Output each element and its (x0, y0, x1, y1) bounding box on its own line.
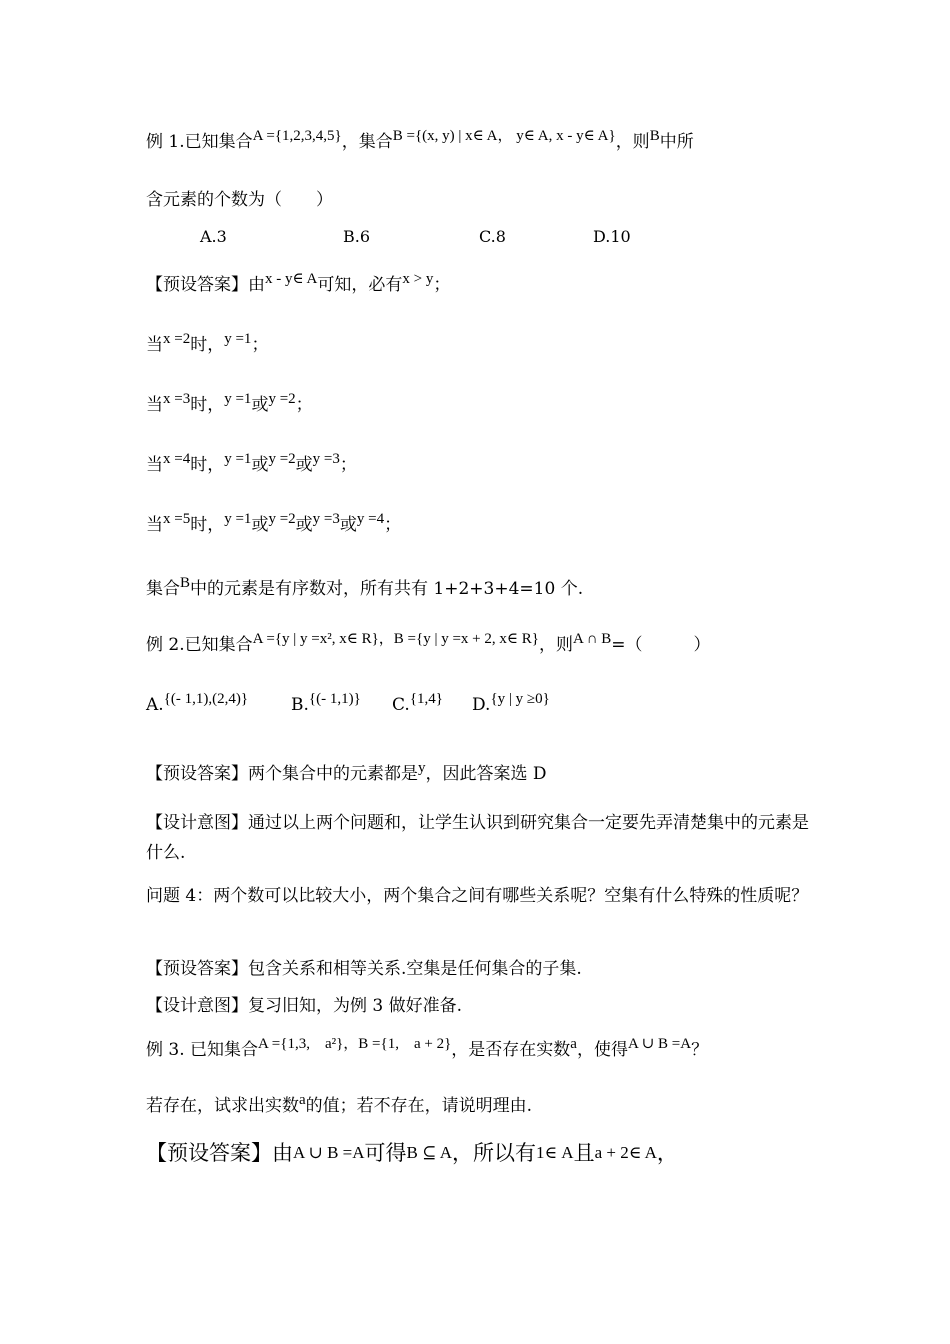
math: y =1 (224, 391, 252, 407)
design-intent-1: 【设计意图】通过以上两个问题和，让学生认识到研究集合一定要先弄清楚集中的元素是什么. (146, 813, 809, 863)
text: ？ (691, 1040, 709, 1060)
text: 【预设答案】由 (146, 275, 265, 295)
math: x - y∈ A (265, 271, 318, 287)
math: x > y (402, 271, 434, 287)
example-1-line-1 (146, 128, 694, 154)
math: y =2 (268, 391, 296, 407)
text: ，是否存在实数 (451, 1040, 571, 1060)
text: ， (656, 1141, 678, 1165)
text: ，集合 (341, 132, 393, 152)
text: 时， (190, 395, 225, 415)
text: B. (291, 695, 309, 715)
math: B ⊆ A (406, 1143, 452, 1162)
text: 中的元素是有序数对，所有共有 1+2+3+4=10 个. (190, 579, 584, 599)
case-x-4 (146, 451, 357, 477)
case-x-5 (146, 511, 402, 537)
text: 例 1.已知集合 (146, 132, 253, 152)
text: 当 (146, 515, 163, 535)
text: 时， (190, 335, 225, 355)
text: ，因此答案选 D (425, 764, 547, 784)
text: ，使得 (576, 1040, 628, 1060)
example-1-option-d: D.10 (593, 227, 631, 246)
text: 当 (146, 395, 163, 415)
math: A ={1,3, a²}，B ={1, a + 2} (258, 1036, 452, 1052)
math: x =2 (163, 331, 191, 347)
math: y =2 (268, 511, 296, 527)
text: 或 (251, 515, 269, 535)
example-2-option-d (472, 691, 550, 717)
math: A ∪ B =A (293, 1143, 365, 1162)
text: ； (384, 515, 402, 535)
case-x-3 (146, 391, 313, 417)
text: D. (472, 695, 491, 715)
math-set-b: B ={(x, y) | x∈ A， y∈ A, x - y∈ A} (392, 128, 616, 144)
math: {(- 1,1)} (308, 691, 361, 707)
text: 集合 (146, 579, 180, 599)
example-3-line-2 (146, 1092, 533, 1118)
math: A ={y | y =x², x∈ R}，B ={y | y =x + 2, x∈ R} (252, 631, 539, 647)
example-1-line-2: 含元素的个数为（ ） (146, 190, 333, 210)
example-2-option-c (392, 691, 443, 717)
text: 可得 (364, 1141, 407, 1165)
text: 或 (339, 515, 357, 535)
example-2-option-a (146, 691, 249, 717)
text: 【预设答案】由 (146, 1141, 293, 1165)
text: 例 3. 已知集合 (146, 1040, 259, 1060)
math: a + 2∈ A (594, 1143, 657, 1162)
text: 当 (146, 455, 163, 475)
text: 可知，必有 (317, 275, 403, 295)
math: y =2 (268, 451, 296, 467)
text: ； (339, 455, 357, 475)
math: y =1 (224, 511, 252, 527)
math: x =5 (163, 511, 191, 527)
example-1-option-b: B.6 (343, 227, 371, 246)
text: 且 (573, 1141, 595, 1165)
text: 当 (146, 335, 163, 355)
text: ，则 (538, 635, 573, 655)
text: A. (146, 695, 164, 715)
math: {y | y ≥0} (490, 691, 550, 707)
text: ，则 (615, 132, 650, 152)
math: y =1 (224, 451, 252, 467)
text: 例 2.已知集合 (146, 635, 253, 655)
text: 时， (190, 515, 225, 535)
text: 或 (295, 455, 313, 475)
text: 【预设答案】两个集合中的元素都是 (146, 764, 418, 784)
text: ； (251, 335, 269, 355)
math: A ∩ B (572, 631, 612, 647)
math: A ∪ B =A (627, 1036, 692, 1052)
math: {1,4} (409, 691, 443, 707)
text: 若存在，试求出实数 (146, 1096, 299, 1116)
text: =（ ） (611, 635, 711, 655)
design-intent-2: 【设计意图】复习旧知，为例 3 做好准备. (146, 996, 463, 1016)
math: y (418, 760, 426, 776)
math: y =1 (224, 331, 252, 347)
math: x =4 (163, 451, 191, 467)
answer-2 (146, 760, 547, 786)
text: ； (433, 275, 451, 295)
example-2-line-1 (146, 631, 711, 657)
math: B (180, 575, 191, 591)
text: 的值；若不存在，请说明理由. (305, 1096, 533, 1116)
math: y =4 (356, 511, 385, 527)
case-x-2 (146, 331, 269, 357)
math: a (299, 1092, 306, 1108)
text: 中所 (659, 132, 694, 152)
math: x =3 (163, 391, 191, 407)
example-1-option-c: C.8 (479, 227, 506, 246)
example-1-option-a: A.3 (200, 227, 227, 246)
text: C. (392, 695, 410, 715)
answer-4 (146, 1142, 678, 1166)
text: 或 (251, 455, 269, 475)
text: 时， (190, 455, 225, 475)
question-4: 问题 4：两个数可以比较大小，两个集合之间有哪些关系呢？空集有什么特殊的性质呢？ (146, 886, 809, 906)
math: y =3 (312, 511, 340, 527)
text: 或 (251, 395, 269, 415)
math-b: B (649, 128, 660, 144)
math: 1∈ A (535, 1143, 574, 1162)
answer-3: 【预设答案】包含关系和相等关系.空集是任何集合的子集. (146, 959, 582, 979)
answer-1-intro (146, 271, 451, 297)
math: y =3 (312, 451, 340, 467)
text: ； (295, 395, 313, 415)
math-set-a: A ={1,2,3,4,5} (252, 128, 342, 144)
math: {(- 1,1),(2,4)} (163, 691, 249, 707)
example-2-option-b (291, 691, 361, 717)
text: 或 (295, 515, 313, 535)
math: a (570, 1036, 577, 1052)
example-3-line-1 (146, 1036, 709, 1062)
text: ，所以有 (451, 1141, 536, 1165)
answer-1-summary (146, 575, 584, 601)
